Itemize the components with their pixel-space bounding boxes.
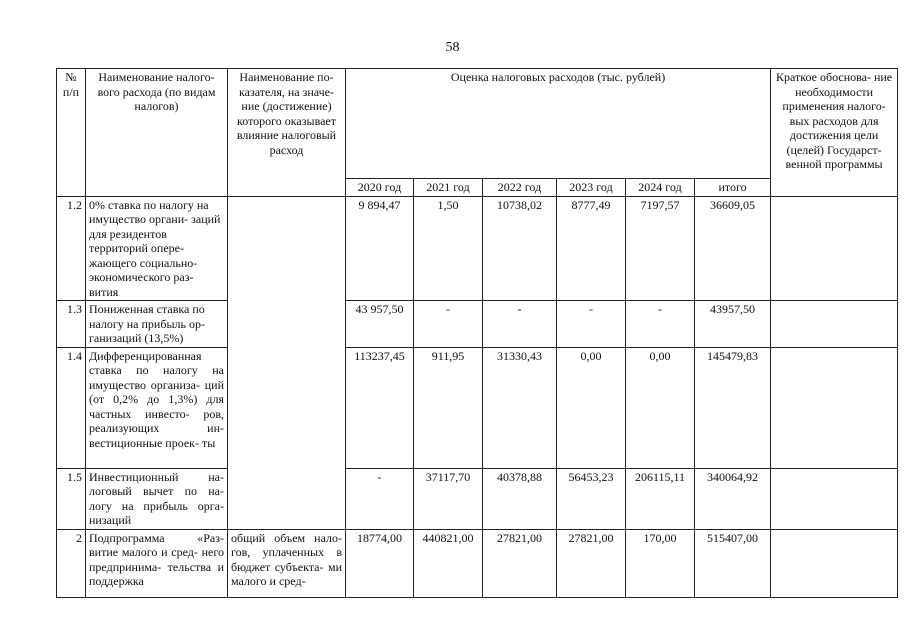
value-2020: -: [346, 468, 414, 529]
value-total: 145479,83: [695, 347, 771, 468]
value-2024: 0,00: [626, 347, 695, 468]
header-year-2024: 2024 год: [626, 179, 695, 197]
value-2024: 206115,11: [626, 468, 695, 529]
header-justification: Краткое обоснова- ние необходимости применения налого- вых расходов для достижения цели (целей) Государст- венной программы: [771, 69, 898, 197]
row-name: Дифференцированная ставка по налогу на имущество организа- ций (от 0,2% до 1,3%) для частных инвесто- ров, реализующих ин- вестиционные проек- ты: [86, 347, 228, 468]
row-name: Пониженная ставка по налогу на прибыль ор- ганизаций (13,5%): [86, 301, 228, 348]
row-number: 1.3: [57, 301, 86, 348]
value-2022: 31330,43: [483, 347, 557, 468]
value-total: 340064,92: [695, 468, 771, 529]
value-2020: 9 894,47: [346, 196, 414, 301]
value-2023: -: [557, 301, 626, 348]
justification-cell: [771, 196, 898, 301]
value-2022: 27821,00: [483, 529, 557, 597]
row-name: Подпрограмма «Раз- витие малого и сред- него предпринима- тельства и поддержка: [86, 529, 228, 597]
row-name: 0% ставка по налогу на имущество органи- заций для резидентов территорий опере- жающего социально- экономического раз- вития: [86, 196, 228, 301]
table-row: [57, 468, 898, 529]
header-year-2021: 2021 год: [414, 179, 483, 197]
table-row: [57, 347, 898, 468]
value-2023: 27821,00: [557, 529, 626, 597]
header-total: итого: [695, 179, 771, 197]
justification-cell: [771, 468, 898, 529]
row-number: 1.2: [57, 196, 86, 301]
value-2022: 40378,88: [483, 468, 557, 529]
value-2021: -: [414, 301, 483, 348]
header-year-2023: 2023 год: [557, 179, 626, 197]
header-indicator: Наименование по- казателя, на значе- ние (достижение) которого оказывает влияние налоговый расход: [228, 69, 346, 197]
indicator-cell-empty: [228, 196, 346, 529]
value-total: 43957,50: [695, 301, 771, 348]
header-year-2020: 2020 год: [346, 179, 414, 197]
value-2024: 170,00: [626, 529, 695, 597]
header-year-2022: 2022 год: [483, 179, 557, 197]
value-2024: -: [626, 301, 695, 348]
value-2021: 37117,70: [414, 468, 483, 529]
header-name: Наименование налого- вого расхода (по видам налогов): [86, 69, 228, 197]
page-number: 58: [445, 40, 460, 55]
value-2021: 1,50: [414, 196, 483, 301]
value-2023: 8777,49: [557, 196, 626, 301]
value-total: 36609,05: [695, 196, 771, 301]
value-2023: 0,00: [557, 347, 626, 468]
justification-cell: [771, 347, 898, 468]
value-2020: 43 957,50: [346, 301, 414, 348]
row-number: 1.5: [57, 468, 86, 529]
tax-expenditure-table: [56, 68, 898, 598]
justification-cell: [771, 529, 898, 597]
table-row: [57, 301, 898, 348]
value-2020: 18774,00: [346, 529, 414, 597]
row-number: 1.4: [57, 347, 86, 468]
value-2024: 7197,57: [626, 196, 695, 301]
justification-cell: [771, 301, 898, 348]
value-2021: 911,95: [414, 347, 483, 468]
table-row: [57, 529, 898, 597]
value-2022: -: [483, 301, 557, 348]
value-2020: 113237,45: [346, 347, 414, 468]
value-2023: 56453,23: [557, 468, 626, 529]
row-number: 2: [57, 529, 86, 597]
value-2022: 10738,02: [483, 196, 557, 301]
row-name: Инвестиционный на- логовый вычет по на- логу на прибыль орга- низаций: [86, 468, 228, 529]
header-estimate: Оценка налоговых расходов (тыс. рублей): [346, 69, 771, 179]
value-total: 515407,00: [695, 529, 771, 597]
value-2021: 440821,00: [414, 529, 483, 597]
table-row: [57, 196, 898, 301]
header-no: № п/п: [57, 69, 86, 197]
row-indicator: общий объем нало- гов, уплаченных в бюджет субъекта- ми малого и сред-: [228, 529, 346, 597]
